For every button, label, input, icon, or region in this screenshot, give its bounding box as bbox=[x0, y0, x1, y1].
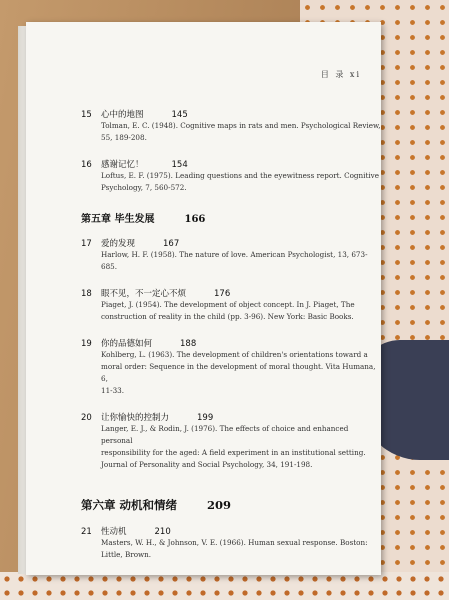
entry-heading bbox=[81, 237, 381, 249]
entry-page-number: 167 bbox=[163, 239, 180, 249]
entry-number: 16 bbox=[81, 160, 92, 170]
entry-page-number: 210 bbox=[154, 527, 171, 537]
toc-entry bbox=[81, 237, 381, 273]
book-page bbox=[26, 22, 381, 575]
entry-title: 爱的发现 bbox=[101, 239, 136, 249]
reference-line: Langer, E. J., & Rodin, J. (1976). The effects of choice and enhanced personal bbox=[101, 424, 349, 445]
reference-line: Piaget, J. (1954). The development of object concept. In J. Piaget, The bbox=[101, 300, 355, 309]
entry-title: 性动机 bbox=[101, 527, 127, 537]
toc-entry bbox=[81, 525, 381, 561]
reference-line: construction of reality in the child (pp. 3-96). New York: Basic Books. bbox=[101, 312, 354, 321]
toc-entry bbox=[81, 287, 381, 323]
reference-line: Harlow, H. F. (1958). The nature of love. American Psychologist, 13, 673-685. bbox=[101, 250, 368, 271]
entry-page-number: 188 bbox=[180, 339, 197, 349]
book-cover-bottom bbox=[0, 572, 449, 600]
reference-line: 11-33. bbox=[101, 386, 125, 395]
entry-heading bbox=[81, 287, 381, 299]
toc-entry bbox=[81, 411, 381, 471]
entry-title: 心中的地图 bbox=[101, 110, 144, 120]
running-header: 目 录 xi bbox=[320, 70, 361, 79]
reference-line: Psychology, 7, 560-572. bbox=[101, 183, 187, 192]
entry-number: 17 bbox=[81, 239, 92, 249]
reference-line: Masters, W. H., & Johnson, V. E. (1966). Human sexual response. Boston: bbox=[101, 538, 368, 547]
entry-heading bbox=[81, 158, 381, 170]
entry-number: 21 bbox=[81, 527, 92, 537]
entry-title: 眼不见，不一定心不烦 bbox=[101, 289, 187, 299]
reference-line: Little, Brown. bbox=[101, 550, 152, 559]
entry-heading bbox=[81, 525, 381, 537]
chapter-page-number: 209 bbox=[207, 498, 232, 512]
reference-line: Loftus, E. F. (1975). Leading questions and the eyewitness report. Cognitive bbox=[101, 171, 379, 180]
reference-line: Journal of Personality and Social Psychology, 34, 191-198. bbox=[101, 460, 313, 469]
entry-title: 让你愉快的控制力 bbox=[101, 413, 170, 423]
chapter-page-number: 166 bbox=[184, 214, 206, 225]
toc-entry bbox=[81, 337, 381, 397]
reference-line: responsibility for the aged: A field experiment in an institutional setting. bbox=[101, 448, 366, 457]
entry-heading bbox=[81, 411, 381, 423]
chapter-heading bbox=[81, 210, 381, 225]
entry-number: 19 bbox=[81, 339, 92, 349]
entry-page-number: 176 bbox=[214, 289, 231, 299]
entry-page-number: 145 bbox=[171, 110, 188, 120]
entry-title: 你的品德如何 bbox=[101, 339, 153, 349]
entry-heading bbox=[81, 108, 381, 120]
toc-entry bbox=[81, 158, 381, 194]
entry-number: 18 bbox=[81, 289, 92, 299]
table-of-contents bbox=[81, 108, 381, 575]
reference-line: Tolman, E. C. (1948). Cognitive maps in rats and men. Psychological Review, bbox=[101, 121, 381, 130]
entry-heading bbox=[81, 337, 381, 349]
chapter-title: 第六章 动机和情绪 bbox=[81, 498, 178, 512]
toc-entry bbox=[81, 108, 381, 144]
chapter-heading bbox=[81, 497, 381, 513]
entry-title: 感谢记忆！ bbox=[101, 160, 144, 170]
reference-line: moral order: Sequence in the development of moral thought. Vita Humana, 6, bbox=[101, 362, 376, 383]
entry-page-number: 154 bbox=[171, 160, 188, 170]
entry-page-number: 199 bbox=[197, 413, 214, 423]
entry-number: 15 bbox=[81, 110, 92, 120]
entry-number: 20 bbox=[81, 413, 92, 423]
reference-line: 55, 189-208. bbox=[101, 133, 147, 142]
reference-line: Kohlberg, L. (1963). The development of children's orientations toward a bbox=[101, 350, 368, 359]
chapter-title: 第五章 毕生发展 bbox=[81, 214, 155, 225]
